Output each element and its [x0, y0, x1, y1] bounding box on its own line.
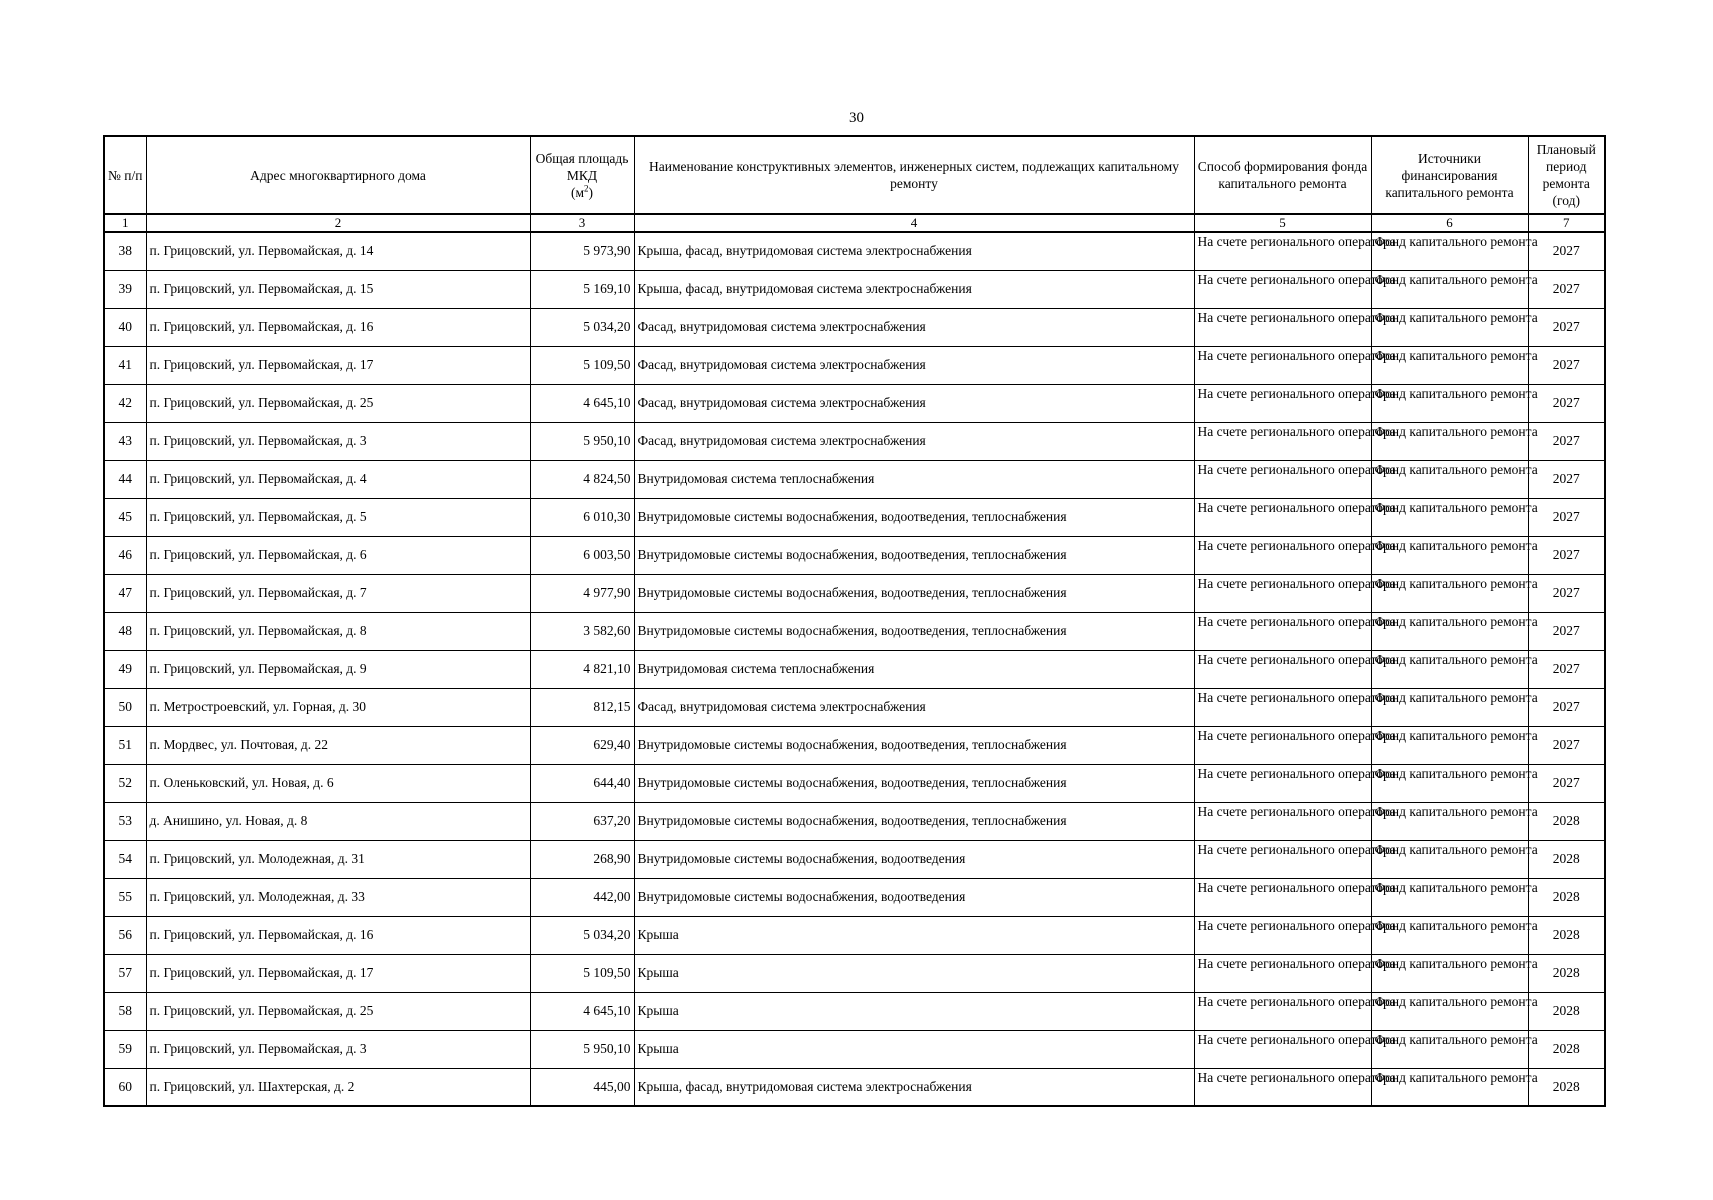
column-number: 2	[146, 214, 530, 232]
row-area: 629,40	[530, 726, 634, 764]
row-source: Фонд капитального ремонта	[1371, 650, 1528, 688]
row-address: п. Грицовский, ул. Первомайская, д. 25	[146, 992, 530, 1030]
row-elements: Крыша, фасад, внутридомовая система электроснабжения	[634, 1068, 1194, 1106]
row-address: п. Оленьковский, ул. Новая, д. 6	[146, 764, 530, 802]
table-row	[104, 536, 1605, 574]
row-year: 2027	[1528, 232, 1605, 270]
row-address: п. Грицовский, ул. Первомайская, д. 16	[146, 916, 530, 954]
row-method: На счете регионального оператора	[1194, 650, 1371, 688]
row-area: 4 645,10	[530, 384, 634, 422]
row-year: 2028	[1528, 992, 1605, 1030]
row-area: 4 645,10	[530, 992, 634, 1030]
table-row	[104, 1068, 1605, 1106]
row-area: 644,40	[530, 764, 634, 802]
table-row	[104, 878, 1605, 916]
row-number: 54	[104, 840, 146, 878]
row-source: Фонд капитального ремонта	[1371, 422, 1528, 460]
row-number: 50	[104, 688, 146, 726]
row-elements: Крыша	[634, 954, 1194, 992]
column-number: 6	[1371, 214, 1528, 232]
row-year: 2027	[1528, 726, 1605, 764]
row-elements: Крыша	[634, 1030, 1194, 1068]
row-number: 57	[104, 954, 146, 992]
row-number: 41	[104, 346, 146, 384]
row-address: п. Грицовский, ул. Молодежная, д. 31	[146, 840, 530, 878]
row-address: п. Грицовский, ул. Первомайская, д. 17	[146, 346, 530, 384]
row-area: 5 950,10	[530, 1030, 634, 1068]
row-elements: Крыша	[634, 916, 1194, 954]
row-address: д. Анишино, ул. Новая, д. 8	[146, 802, 530, 840]
row-elements: Внутридомовые системы водоснабжения, водоотведения	[634, 878, 1194, 916]
row-method: На счете регионального оператора	[1194, 992, 1371, 1030]
row-address: п. Грицовский, ул. Первомайская, д. 8	[146, 612, 530, 650]
row-address: п. Метростроевский, ул. Горная, д. 30	[146, 688, 530, 726]
row-area: 442,00	[530, 878, 634, 916]
table-row	[104, 574, 1605, 612]
table-row	[104, 232, 1605, 270]
row-method: На счете регионального оператора	[1194, 574, 1371, 612]
row-year: 2028	[1528, 954, 1605, 992]
row-area: 3 582,60	[530, 612, 634, 650]
row-elements: Крыша	[634, 992, 1194, 1030]
row-source: Фонд капитального ремонта	[1371, 992, 1528, 1030]
row-number: 43	[104, 422, 146, 460]
row-address: п. Грицовский, ул. Первомайская, д. 4	[146, 460, 530, 498]
row-method: На счете регионального оператора	[1194, 954, 1371, 992]
row-year: 2027	[1528, 688, 1605, 726]
row-number: 51	[104, 726, 146, 764]
row-method: На счете регионального оператора	[1194, 270, 1371, 308]
row-number: 49	[104, 650, 146, 688]
row-elements: Внутридомовые системы водоснабжения, водоотведения, теплоснабжения	[634, 726, 1194, 764]
row-source: Фонд капитального ремонта	[1371, 384, 1528, 422]
table-row	[104, 916, 1605, 954]
table-row	[104, 498, 1605, 536]
row-year: 2027	[1528, 612, 1605, 650]
row-number: 42	[104, 384, 146, 422]
row-source: Фонд капитального ремонта	[1371, 536, 1528, 574]
header-period: Плановый период ремонта (год)	[1528, 136, 1605, 214]
column-number: 1	[104, 214, 146, 232]
header-method: Способ формирования фонда капитального ремонта	[1194, 136, 1371, 214]
table-header-row	[104, 136, 1605, 214]
row-address: п. Грицовский, ул. Первомайская, д. 7	[146, 574, 530, 612]
row-method: На счете регионального оператора	[1194, 536, 1371, 574]
row-number: 52	[104, 764, 146, 802]
row-source: Фонд капитального ремонта	[1371, 346, 1528, 384]
row-address: п. Грицовский, ул. Первомайская, д. 25	[146, 384, 530, 422]
row-method: На счете регионального оператора	[1194, 498, 1371, 536]
row-source: Фонд капитального ремонта	[1371, 460, 1528, 498]
row-address: п. Грицовский, ул. Шахтерская, д. 2	[146, 1068, 530, 1106]
row-area: 6 010,30	[530, 498, 634, 536]
row-method: На счете регионального оператора	[1194, 422, 1371, 460]
row-year: 2028	[1528, 1068, 1605, 1106]
row-source: Фонд капитального ремонта	[1371, 498, 1528, 536]
row-year: 2027	[1528, 650, 1605, 688]
header-num: № п/п	[104, 136, 146, 214]
table-row	[104, 1030, 1605, 1068]
row-area: 5 034,20	[530, 308, 634, 346]
row-elements: Внутридомовые системы водоснабжения, водоотведения, теплоснабжения	[634, 612, 1194, 650]
row-year: 2028	[1528, 878, 1605, 916]
row-number: 38	[104, 232, 146, 270]
capital-repair-table	[103, 135, 1606, 1107]
row-year: 2027	[1528, 384, 1605, 422]
row-elements: Внутридомовые системы водоснабжения, водоотведения, теплоснабжения	[634, 764, 1194, 802]
table-row	[104, 954, 1605, 992]
row-number: 53	[104, 802, 146, 840]
row-area: 268,90	[530, 840, 634, 878]
row-elements: Фасад, внутридомовая система электроснабжения	[634, 346, 1194, 384]
row-area: 812,15	[530, 688, 634, 726]
row-number: 59	[104, 1030, 146, 1068]
row-area: 637,20	[530, 802, 634, 840]
row-number: 44	[104, 460, 146, 498]
row-number: 45	[104, 498, 146, 536]
row-number: 55	[104, 878, 146, 916]
row-method: На счете регионального оператора	[1194, 346, 1371, 384]
row-year: 2027	[1528, 536, 1605, 574]
row-number: 56	[104, 916, 146, 954]
row-method: На счете регионального оператора	[1194, 612, 1371, 650]
row-source: Фонд капитального ремонта	[1371, 840, 1528, 878]
row-number: 48	[104, 612, 146, 650]
row-method: На счете регионального оператора	[1194, 308, 1371, 346]
row-address: п. Грицовский, ул. Первомайская, д. 9	[146, 650, 530, 688]
column-number: 3	[530, 214, 634, 232]
table-row	[104, 346, 1605, 384]
row-source: Фонд капитального ремонта	[1371, 726, 1528, 764]
row-year: 2027	[1528, 764, 1605, 802]
row-method: На счете регионального оператора	[1194, 1068, 1371, 1106]
row-source: Фонд капитального ремонта	[1371, 764, 1528, 802]
row-elements: Внутридомовая система теплоснабжения	[634, 460, 1194, 498]
header-area	[530, 136, 634, 214]
row-address: п. Грицовский, ул. Первомайская, д. 17	[146, 954, 530, 992]
row-method: На счете регионального оператора	[1194, 688, 1371, 726]
row-number: 39	[104, 270, 146, 308]
table-row	[104, 650, 1605, 688]
row-method: На счете регионального оператора	[1194, 384, 1371, 422]
header-source: Источники финансирования капитального ремонта	[1371, 136, 1528, 214]
row-elements: Фасад, внутридомовая система электроснабжения	[634, 384, 1194, 422]
row-address: п. Мордвес, ул. Почтовая, д. 22	[146, 726, 530, 764]
table-row	[104, 802, 1605, 840]
row-elements: Внутридомовые системы водоснабжения, водоотведения, теплоснабжения	[634, 498, 1194, 536]
table-body	[104, 232, 1605, 1106]
row-source: Фонд капитального ремонта	[1371, 308, 1528, 346]
table-row	[104, 764, 1605, 802]
column-number: 5	[1194, 214, 1371, 232]
row-method: На счете регионального оператора	[1194, 764, 1371, 802]
row-address: п. Грицовский, ул. Первомайская, д. 15	[146, 270, 530, 308]
row-area: 5 973,90	[530, 232, 634, 270]
table-row	[104, 612, 1605, 650]
row-source: Фонд капитального ремонта	[1371, 1068, 1528, 1106]
row-address: п. Грицовский, ул. Первомайская, д. 16	[146, 308, 530, 346]
row-source: Фонд капитального ремонта	[1371, 954, 1528, 992]
row-number: 58	[104, 992, 146, 1030]
row-address: п. Грицовский, ул. Первомайская, д. 14	[146, 232, 530, 270]
row-elements: Крыша, фасад, внутридомовая система электроснабжения	[634, 232, 1194, 270]
row-method: На счете регионального оператора	[1194, 878, 1371, 916]
row-area: 5 034,20	[530, 916, 634, 954]
row-elements: Внутридомовые системы водоснабжения, водоотведения, теплоснабжения	[634, 574, 1194, 612]
column-number-row	[104, 214, 1605, 232]
table-row	[104, 384, 1605, 422]
row-address: п. Грицовский, ул. Первомайская, д. 3	[146, 422, 530, 460]
row-elements: Внутридомовые системы водоснабжения, водоотведения, теплоснабжения	[634, 536, 1194, 574]
row-elements: Крыша, фасад, внутридомовая система электроснабжения	[634, 270, 1194, 308]
header-area-label: Общая площадь МКД	[535, 150, 629, 183]
row-area: 5 169,10	[530, 270, 634, 308]
row-number: 40	[104, 308, 146, 346]
table-row	[104, 422, 1605, 460]
row-elements: Фасад, внутридомовая система электроснабжения	[634, 422, 1194, 460]
row-source: Фонд капитального ремонта	[1371, 878, 1528, 916]
row-number: 47	[104, 574, 146, 612]
row-source: Фонд капитального ремонта	[1371, 688, 1528, 726]
row-area: 5 950,10	[530, 422, 634, 460]
row-elements: Фасад, внутридомовая система электроснабжения	[634, 688, 1194, 726]
row-source: Фонд капитального ремонта	[1371, 916, 1528, 954]
header-area-unit-sup: 2	[584, 183, 589, 193]
table-row	[104, 270, 1605, 308]
row-address: п. Грицовский, ул. Молодежная, д. 33	[146, 878, 530, 916]
row-year: 2028	[1528, 840, 1605, 878]
table-row	[104, 460, 1605, 498]
row-area: 4 824,50	[530, 460, 634, 498]
table-row	[104, 308, 1605, 346]
row-elements: Внутридомовые системы водоснабжения, водоотведения, теплоснабжения	[634, 802, 1194, 840]
row-source: Фонд капитального ремонта	[1371, 1030, 1528, 1068]
row-year: 2027	[1528, 574, 1605, 612]
row-area: 4 977,90	[530, 574, 634, 612]
row-year: 2028	[1528, 1030, 1605, 1068]
row-area: 6 003,50	[530, 536, 634, 574]
row-address: п. Грицовский, ул. Первомайская, д. 3	[146, 1030, 530, 1068]
row-elements: Фасад, внутридомовая система электроснабжения	[634, 308, 1194, 346]
row-year: 2027	[1528, 422, 1605, 460]
row-elements: Внутридомовые системы водоснабжения, водоотведения	[634, 840, 1194, 878]
header-area-unit-prefix: (м	[570, 184, 585, 200]
table-row	[104, 992, 1605, 1030]
row-number: 60	[104, 1068, 146, 1106]
row-year: 2027	[1528, 460, 1605, 498]
table-row	[104, 726, 1605, 764]
row-source: Фонд капитального ремонта	[1371, 612, 1528, 650]
row-source: Фонд капитального ремонта	[1371, 232, 1528, 270]
row-address: п. Грицовский, ул. Первомайская, д. 6	[146, 536, 530, 574]
header-address: Адрес многоквартирного дома	[146, 136, 530, 214]
row-year: 2027	[1528, 270, 1605, 308]
row-method: На счете регионального оператора	[1194, 232, 1371, 270]
row-method: На счете регионального оператора	[1194, 460, 1371, 498]
table-row	[104, 688, 1605, 726]
row-year: 2028	[1528, 916, 1605, 954]
row-area: 445,00	[530, 1068, 634, 1106]
row-year: 2027	[1528, 346, 1605, 384]
row-source: Фонд капитального ремонта	[1371, 802, 1528, 840]
row-year: 2028	[1528, 802, 1605, 840]
row-area: 5 109,50	[530, 346, 634, 384]
page-number: 30	[849, 110, 864, 126]
header-area-unit-suffix: )	[588, 184, 594, 200]
row-year: 2027	[1528, 498, 1605, 536]
table-row	[104, 840, 1605, 878]
row-elements: Внутридомовая система теплоснабжения	[634, 650, 1194, 688]
row-source: Фонд капитального ремонта	[1371, 574, 1528, 612]
column-number: 7	[1528, 214, 1605, 232]
column-number: 4	[634, 214, 1194, 232]
row-method: На счете регионального оператора	[1194, 802, 1371, 840]
row-source: Фонд капитального ремонта	[1371, 270, 1528, 308]
row-address: п. Грицовский, ул. Первомайская, д. 5	[146, 498, 530, 536]
row-method: На счете регионального оператора	[1194, 840, 1371, 878]
row-method: На счете регионального оператора	[1194, 916, 1371, 954]
row-area: 4 821,10	[530, 650, 634, 688]
row-year: 2027	[1528, 308, 1605, 346]
row-method: На счете регионального оператора	[1194, 726, 1371, 764]
row-number: 46	[104, 536, 146, 574]
row-method: На счете регионального оператора	[1194, 1030, 1371, 1068]
header-elements: Наименование конструктивных элементов, инженерных систем, подлежащих капитальному ремонту	[634, 136, 1194, 214]
row-area: 5 109,50	[530, 954, 634, 992]
